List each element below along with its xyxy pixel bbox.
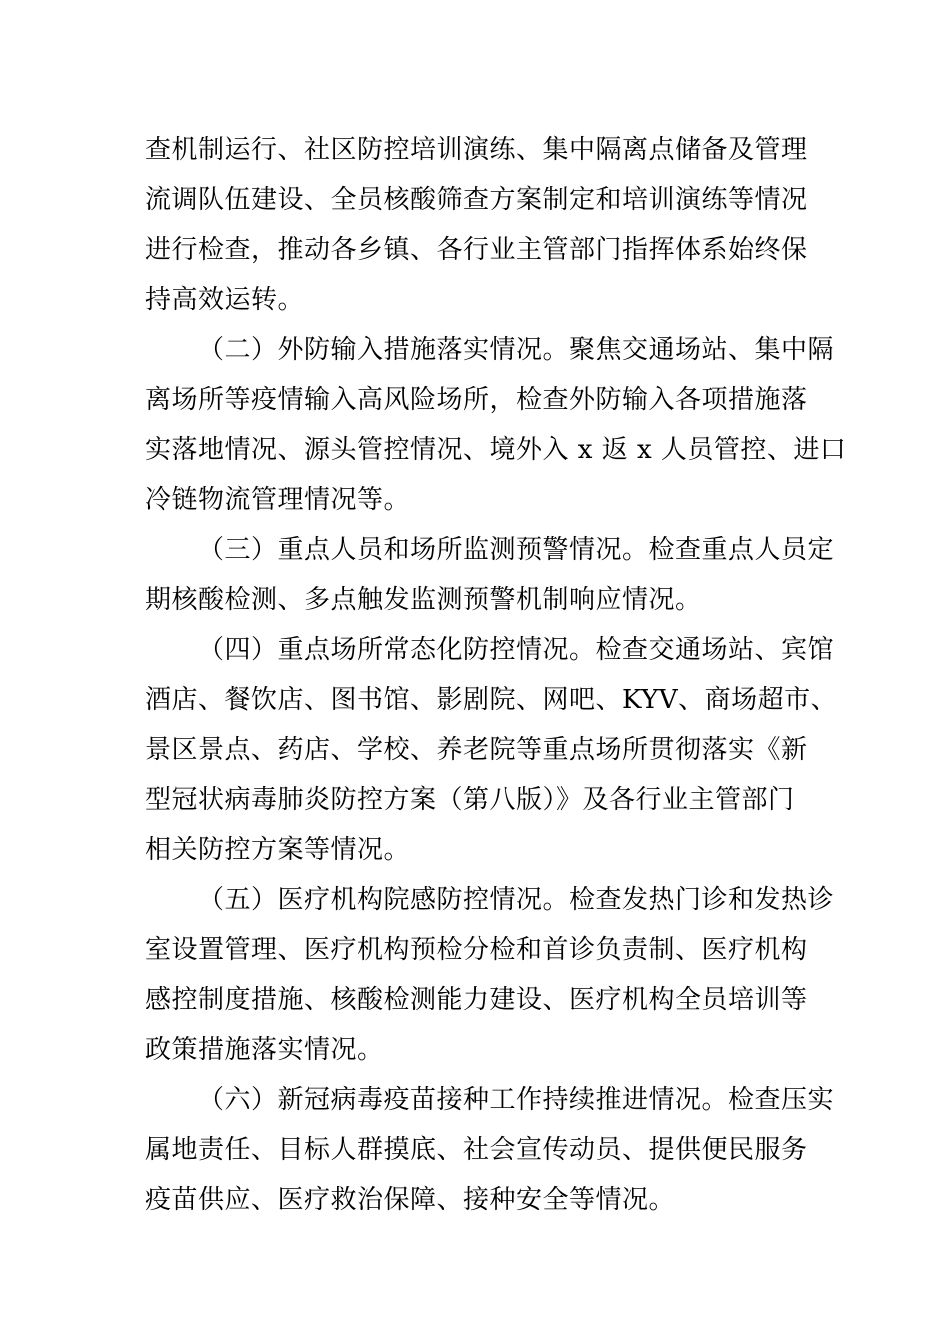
text-line: 查机制运行、社区防控培训演练、集中隔离点储备及管理	[145, 135, 808, 165]
text-line: 型冠状病毒肺炎防控方案（第八版）》及各行业主管部门	[145, 785, 795, 815]
text-line: 相关防控方案等情况。	[145, 835, 411, 865]
section-heading-5: （五）医疗机构院感防控情况。检查发热门诊和发热诊	[198, 885, 835, 915]
text-line: 持高效运转。	[145, 285, 305, 315]
text-line: 离场所等疫情输入高风险场所，检查外防输入各项措施落	[145, 385, 808, 415]
text-line: 室设置管理、医疗机构预检分检和首诊负责制、医疗机构	[145, 935, 808, 965]
text-line: 疫苗供应、医疗救治保障、接种安全等情况。	[145, 1185, 676, 1215]
text-line: 流调队伍建设、全员核酸筛查方案制定和培训演练等情况	[145, 185, 808, 215]
text-line: 感控制度措施、核酸检测能力建设、医疗机构全员培训等	[145, 985, 808, 1015]
text-line: 冷链物流管理情况等。	[145, 485, 411, 515]
text-line: 进行检查，推动各乡镇、各行业主管部门指挥体系始终保	[145, 235, 808, 265]
text-line: 属地责任、目标人群摸底、社会宣传动员、提供便民服务	[145, 1135, 808, 1165]
section-heading-2: （二）外防输入措施落实情况。聚焦交通场站、集中隔	[198, 335, 835, 365]
section-heading-4: （四）重点场所常态化防控情况。检查交通场站、宾馆	[198, 635, 835, 665]
section-heading-6: （六）新冠病毒疫苗接种工作持续推进情况。检查压实	[198, 1085, 835, 1115]
text-line: 政策措施落实情况。	[145, 1035, 384, 1065]
section-heading-3: （三）重点人员和场所监测预警情况。检查重点人员定	[198, 535, 835, 565]
text-line: 景区景点、药店、学校、养老院等重点场所贯彻落实《新	[145, 735, 808, 765]
text-line: 实落地情况、源头管控情况、境外入 x 返 x 人员管控、进口	[145, 435, 847, 465]
text-line: 期核酸检测、多点触发监测预警机制响应情况。	[145, 585, 702, 615]
text-line: 酒店、餐饮店、图书馆、影剧院、网吧、KYV、商场超市、	[145, 685, 838, 715]
